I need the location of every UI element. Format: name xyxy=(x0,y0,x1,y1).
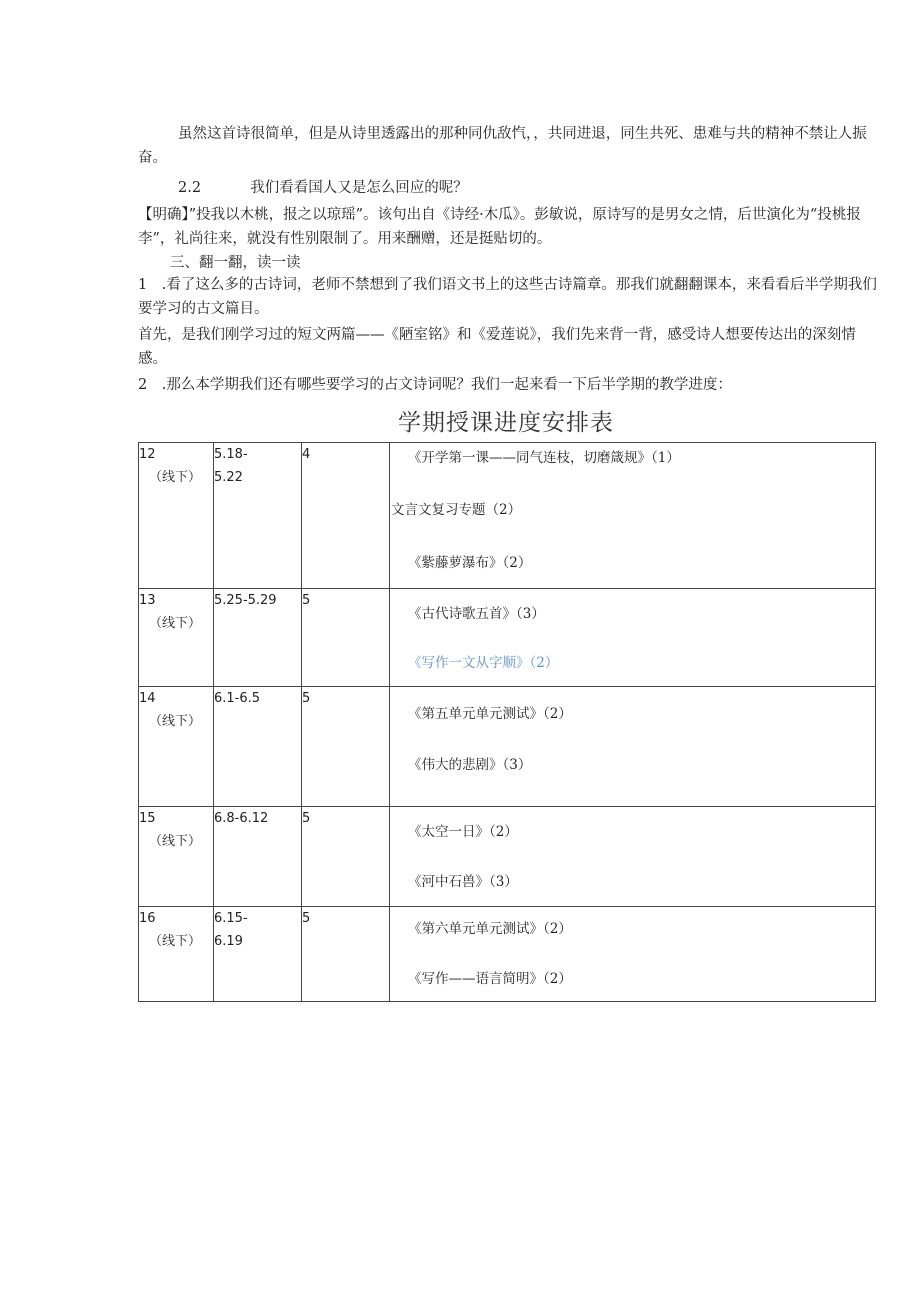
teaching-mode: （线下） xyxy=(149,934,202,949)
lesson-item-link[interactable]: 《写作一文从字顺》（2） xyxy=(408,655,559,671)
hours-cell: 4 xyxy=(302,443,390,589)
paragraph-unity: 虽然这首诗很简单，但是从诗里透露出的那种同仇敌忾，，共同进退，同生共死、患难与共的精神不禁让人振奋。 xyxy=(138,126,867,166)
table-row xyxy=(139,687,876,807)
lesson-item: 文言文复习专题（2） xyxy=(391,502,522,518)
teaching-mode: （线下） xyxy=(149,834,202,849)
date-range: 6.8-6.12 xyxy=(214,811,269,826)
date-range-start: 5.18- xyxy=(214,447,248,462)
paragraph-first: 首先，是我们刚学习过的短文两篇——《陋室铭》和《爱莲说》，我们先来背一背，感受诗人想要传达出的深刻情感。 xyxy=(138,327,856,367)
lesson-item: 《伟大的悲剧》（3） xyxy=(408,757,532,773)
lesson-item: 《第六单元单元测试》（2） xyxy=(408,921,572,937)
hours-cell: 5 xyxy=(302,687,390,807)
heading-2-2-text: 我们看看国人又是怎么回应的呢？ xyxy=(250,180,468,196)
hours-cell: 5 xyxy=(302,589,390,687)
date-cell xyxy=(214,807,302,907)
lessons-cell xyxy=(390,907,876,1002)
week-cell xyxy=(139,443,214,589)
lessons-cell xyxy=(390,443,876,589)
date-range: 6.1-6.5 xyxy=(214,691,261,706)
paragraph-mingque: 【明确】”投我以木桃，报之以琼瑶”。该句出自《诗经·木瓜》。彭敏说，原诗写的是男女之情，后世演化为“投桃报李”，礼尚往来，就没有性别限制了。用来酬赠，还是挺贴切的。 xyxy=(138,207,861,247)
week-cell xyxy=(139,687,214,807)
heading-2-2-number: 2.2 xyxy=(178,180,202,196)
lesson-item: 《写作——语言简明》（2） xyxy=(408,971,572,987)
heading-2-2 xyxy=(178,176,918,200)
table-row xyxy=(139,807,876,907)
table-row xyxy=(139,443,876,589)
lessons-cell xyxy=(390,687,876,807)
date-cell xyxy=(214,687,302,807)
list-item-1: 1 .看了这么多的古诗词，老师不禁想到了我们语文书上的这些古诗篇章。那我们就翻翻课本，来看看后半学期我们要学习的古文篇目。 xyxy=(138,277,877,317)
table-row xyxy=(139,589,876,687)
lesson-item: 《紫藤萝瀑布》（2） xyxy=(408,555,532,571)
date-cell xyxy=(214,589,302,687)
lessons-cell xyxy=(390,807,876,907)
teaching-mode: （线下） xyxy=(149,714,202,729)
lesson-item: 《太空一日》（2） xyxy=(408,824,518,840)
lesson-item: 《河中石兽》（3） xyxy=(408,874,518,890)
date-range-end: 5.22 xyxy=(214,470,243,485)
schedule-title: 学期授课进度安排表 xyxy=(398,410,614,436)
week-cell xyxy=(139,589,214,687)
date-range-start: 6.15- xyxy=(214,911,248,926)
date-range-end: 6.19 xyxy=(214,934,243,949)
week-cell xyxy=(139,907,214,1002)
lesson-item: 《古代诗歌五首》（3） xyxy=(408,606,545,622)
lesson-item: 《第五单元单元测试》（2） xyxy=(408,706,572,722)
week-number: 15 xyxy=(139,811,156,826)
teaching-mode: （线下） xyxy=(149,470,202,485)
schedule-table xyxy=(138,442,876,1002)
hours-cell: 5 xyxy=(302,907,390,1002)
lessons-cell xyxy=(390,589,876,687)
date-range: 5.25-5.29 xyxy=(214,593,277,608)
hours-cell: 5 xyxy=(302,807,390,907)
week-number: 14 xyxy=(139,691,156,706)
week-number: 13 xyxy=(139,593,156,608)
date-cell xyxy=(214,907,302,1002)
date-cell xyxy=(214,443,302,589)
week-number: 16 xyxy=(139,911,156,926)
week-number: 12 xyxy=(139,447,156,462)
teaching-mode: （线下） xyxy=(149,616,202,631)
lesson-item: 《开学第一课——同气连枝，切磨箴规》（1） xyxy=(408,450,680,466)
list-item-2: 2 .那么本学期我们还有哪些要学习的占文诗词呢？我们一起来看一下后半学期的教学进度： xyxy=(138,377,732,393)
section-heading-3: 三、翻一翻，读一读 xyxy=(170,255,301,271)
week-cell xyxy=(139,807,214,907)
table-row xyxy=(139,907,876,1002)
